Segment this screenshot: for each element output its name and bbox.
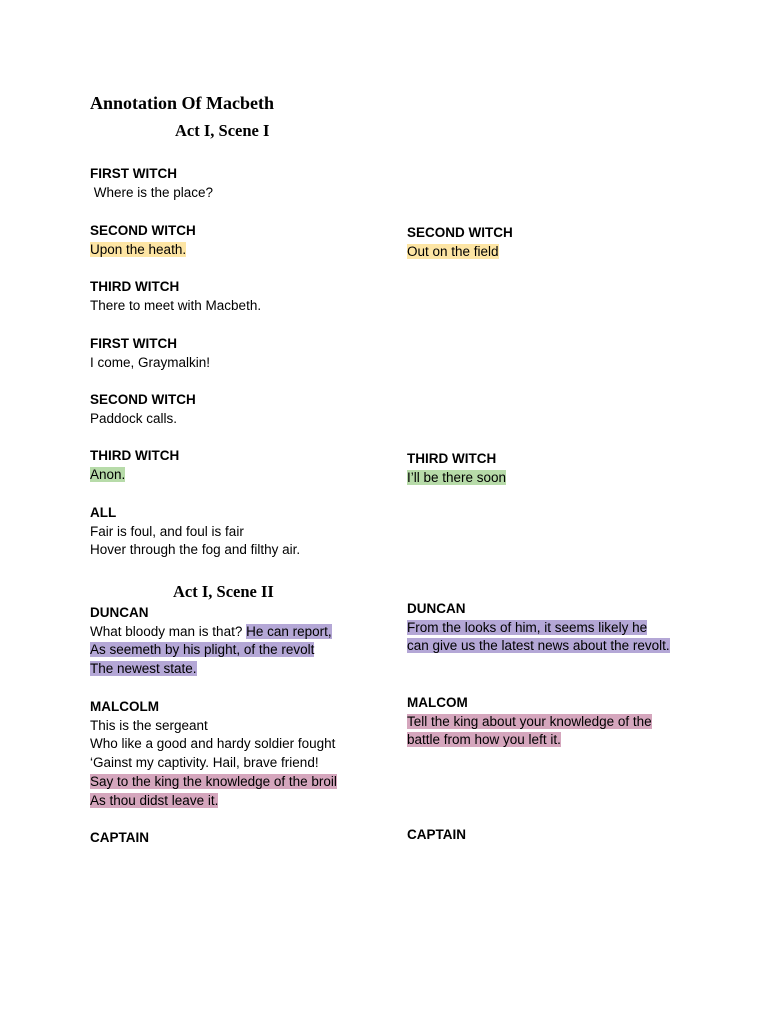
speech-line: Who like a good and hardy soldier fought xyxy=(90,736,336,752)
speech-text: What bloody man is that? xyxy=(90,623,247,639)
speech-line: ‘Gainst my captivity. Hail, brave friend! xyxy=(90,755,319,771)
speaker-name: THIRD WITCH xyxy=(90,279,180,294)
speaker-name: SECOND WITCH xyxy=(90,392,196,407)
speaker-name: SECOND WITCH xyxy=(90,223,196,238)
speaker-name: FIRST WITCH xyxy=(90,336,177,351)
annotation-speaker: CAPTAIN xyxy=(407,827,466,842)
speech-line: Fair is foul, and foul is fair xyxy=(90,523,244,539)
scene-heading-act1-scene1: Act I, Scene I xyxy=(175,121,270,140)
annotation-line: From the looks of him, it seems likely he xyxy=(407,619,648,635)
annotation-speaker: DUNCAN xyxy=(407,601,466,616)
highlighted-line: As thou didst leave it. xyxy=(90,792,219,808)
speech-second-witch xyxy=(90,222,196,259)
speech-second-witch-2 xyxy=(90,391,196,428)
speech-first-witch-2 xyxy=(90,335,210,372)
speech-line: Hover through the fog and filthy air. xyxy=(90,542,301,558)
speaker-name: DUNCAN xyxy=(90,605,149,620)
speech-all xyxy=(90,504,300,560)
speech-third-witch xyxy=(90,278,261,315)
annotation-third-witch xyxy=(407,450,506,487)
speaker-name: FIRST WITCH xyxy=(90,166,177,181)
speech-third-witch-2 xyxy=(90,447,179,484)
annotation-line: can give us the latest news about the revolt. xyxy=(407,638,670,654)
speaker-name: THIRD WITCH xyxy=(90,448,180,463)
annotation-duncan xyxy=(407,600,670,656)
annotation-speaker: SECOND WITCH xyxy=(407,225,513,240)
speech-duncan xyxy=(90,604,332,679)
annotation-speaker: THIRD WITCH xyxy=(407,451,497,466)
speaker-name: ALL xyxy=(90,505,117,520)
highlighted-text: He can report, xyxy=(246,623,332,639)
annotation-line: battle from how you left it. xyxy=(407,732,561,748)
speech-line: Where is the place? xyxy=(90,184,214,200)
speech-captain xyxy=(90,829,149,848)
document-title: Annotation Of Macbeth xyxy=(90,93,274,113)
speaker-name: CAPTAIN xyxy=(90,830,149,845)
annotation-speaker: MALCOM xyxy=(407,695,468,710)
speech-line: Paddock calls. xyxy=(90,410,178,426)
annotation-captain xyxy=(407,826,466,845)
speech-line: I come, Graymalkin! xyxy=(90,354,211,370)
highlighted-line: Anon. xyxy=(90,466,126,482)
speech-line: This is the sergeant xyxy=(90,717,208,733)
highlighted-line: Say to the king the knowledge of the broil xyxy=(90,773,337,789)
annotation-line: Out on the field xyxy=(407,243,499,259)
speech-line: There to meet with Macbeth. xyxy=(90,297,262,313)
speech-malcolm xyxy=(90,698,337,810)
annotation-line: I’ll be there soon xyxy=(407,469,507,485)
annotation-line: Tell the king about your knowledge of the xyxy=(407,713,652,729)
scene-heading-act1-scene2: Act I, Scene II xyxy=(173,582,274,601)
speaker-name: MALCOLM xyxy=(90,699,159,714)
highlighted-line: Upon the heath. xyxy=(90,241,187,257)
highlighted-line: As seemeth by his plight, of the revolt xyxy=(90,642,315,658)
speech-first-witch xyxy=(90,165,213,202)
highlighted-line: The newest state. xyxy=(90,661,197,677)
annotation-second-witch xyxy=(407,224,513,261)
annotation-malcom xyxy=(407,694,652,750)
